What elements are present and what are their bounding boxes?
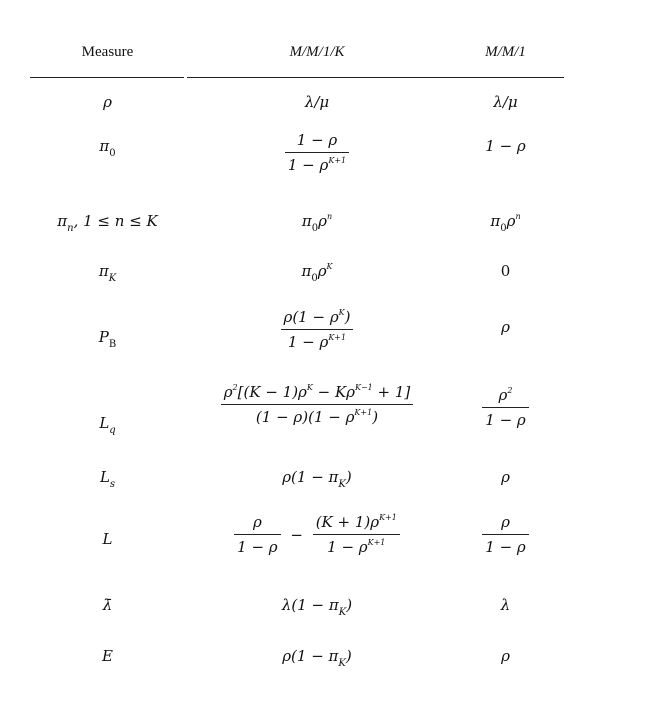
mm1k-rho: λ/μ	[304, 93, 330, 111]
mm1k-PB: $\frac{\rho(1 - \rho^K)}{1 - \rho^{K+1}}$	[186, 308, 448, 351]
measure-pi0: $\pi_0$	[99, 137, 116, 159]
mm1-lambda-bar: λ	[500, 596, 511, 614]
mm1-Lq: $\frac{\rho^2}{1 - \rho}$	[448, 386, 563, 429]
measure-Lq: $L_q$	[99, 414, 116, 436]
mm1-piK: 0	[500, 262, 511, 280]
mm1-L: $\frac{\rho}{1 - \rho}$	[448, 513, 563, 556]
measure-Ls: $L_s$	[99, 468, 116, 490]
mm1-rho: λ/μ	[493, 93, 518, 111]
header-mm1: M/M/1	[485, 44, 526, 60]
mm1-pi0: 1 − ρ	[485, 137, 526, 155]
mm1k-pi0: $\frac{1 - \rho}{1 - \rho^{K+1}}$	[186, 131, 448, 174]
header-measure: Measure	[81, 44, 134, 60]
mm1-Ls: ρ	[501, 468, 510, 486]
measure-PB: $P_B$	[98, 328, 117, 350]
mm1-pin: $\pi_0\rho^n$	[490, 212, 521, 234]
measure-lambda-bar: λ̄	[102, 596, 113, 614]
mm1k-Lq: $\frac{\rho^2[(K - 1)\rho^K - K\rho^{K-1} + 1]}{(1 - \rho)(1 - \rho^{K+1})}$	[186, 383, 448, 426]
mm1k-Ls: $\rho(1 - \pi_K)$	[282, 468, 352, 490]
measure-rho: ρ	[103, 93, 112, 111]
mm1k-E: $\rho(1 - \pi_K)$	[282, 647, 352, 669]
measure-pin: $\pi_n$, 1 ≤ n ≤ K	[57, 212, 158, 234]
header-rule-left	[30, 77, 184, 78]
mm1k-piK: $\pi_0\rho^K$	[301, 262, 333, 284]
measure-E: E	[102, 647, 113, 665]
mm1k-lambda-bar: $\lambda(1 - \pi_K)$	[281, 596, 353, 618]
mm1k-L: $\frac{\rho}{1 - \rho}$ − $\frac{(K + 1)\rho^{K+1}}{1 - \rho^{K+1}}$	[186, 513, 448, 556]
measure-piK: $\pi_K$	[98, 262, 117, 284]
header-mm1k: M/M/1/K	[289, 44, 345, 60]
mm1-E: ρ	[501, 647, 510, 665]
mm1k-pin: $\pi_0\rho^n$	[301, 212, 333, 234]
header-rule-right	[187, 77, 564, 78]
mm1-PB: ρ	[501, 318, 510, 336]
measure-L: L	[102, 530, 113, 548]
